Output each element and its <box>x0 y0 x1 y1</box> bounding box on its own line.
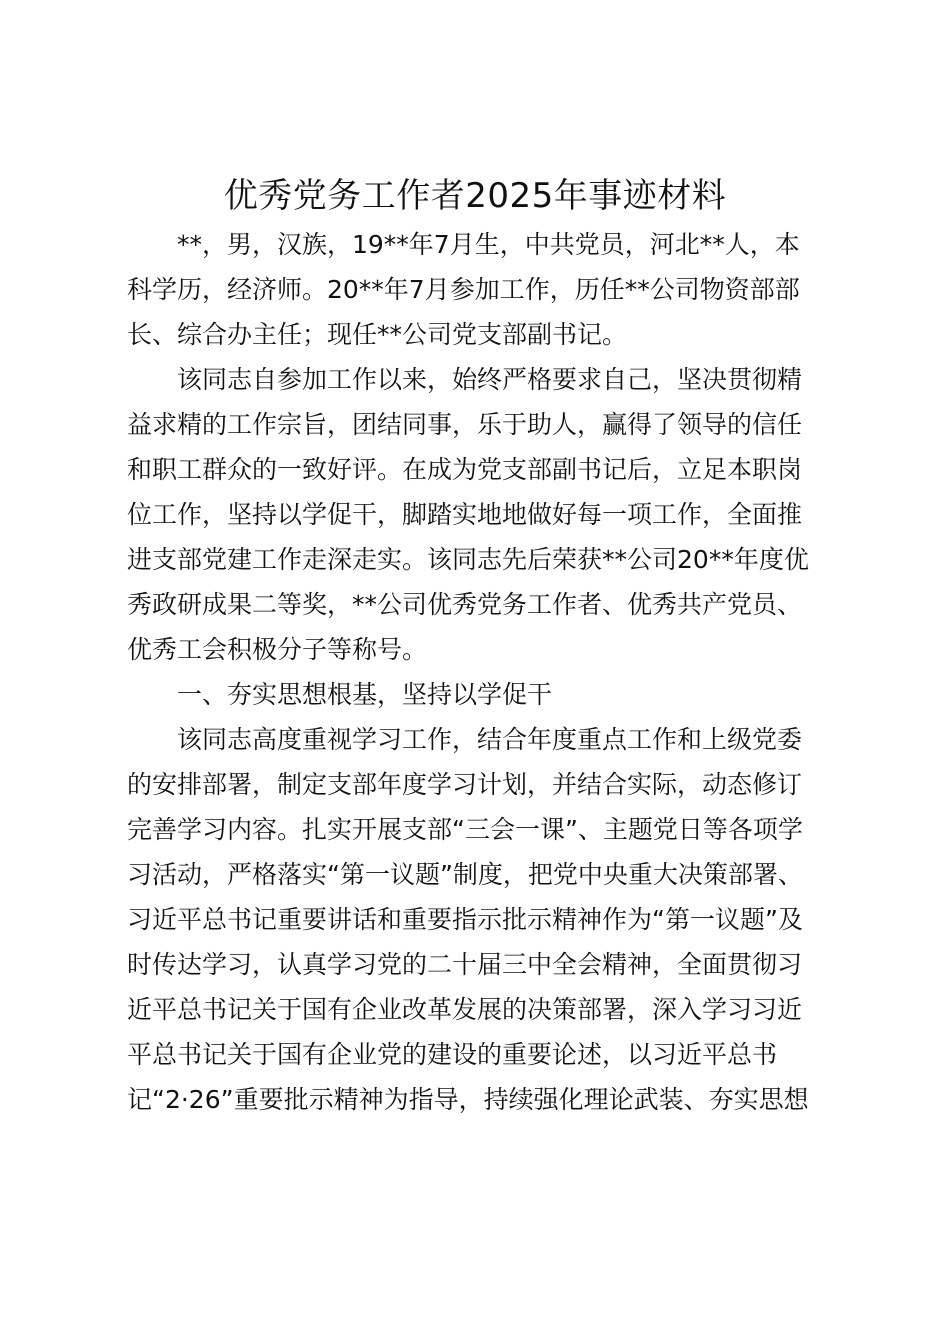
paragraph-line: 习近平总书记重要讲话和重要指示批示精神作为“第一议题”及 <box>127 905 803 934</box>
paragraph-line: 和职工群众的一致好评。在成为党支部副书记后，立足本职岗 <box>127 455 803 484</box>
paragraph-line: 秀政研成果二等奖，**公司优秀党务工作者、优秀共产党员、 <box>127 590 803 619</box>
paragraph-line: 记“2·26”重要批示精神为指导，持续强化理论武装、夯实思想 <box>127 1085 809 1114</box>
paragraph-line: 该同志高度重视学习工作，结合年度重点工作和上级党委 <box>177 725 803 754</box>
paragraph-line: 优秀工会积极分子等称号。 <box>127 635 428 664</box>
paragraph-line: 时传达学习，认真学习党的二十届三中全会精神，全面贯彻习 <box>127 950 803 979</box>
paragraph-line: 的安排部署，制定支部年度学习计划，并结合实际，动态修订 <box>127 770 803 799</box>
document-title: 优秀党务工作者2025年事迹材料 <box>223 176 727 216</box>
paragraph-line: 科学历，经济师。20**年7月参加工作，历任**公司物资部部 <box>127 275 800 304</box>
paragraph-line: 平总书记关于国有企业党的建设的重要论述，以习近平总书 <box>127 1040 778 1069</box>
paragraph-line: 习活动，严格落实“第一议题”制度，把党中央重大决策部署、 <box>127 860 803 889</box>
paragraph-line: **，男，汉族，19**年7月生，中共党员，河北**人，本 <box>177 230 800 259</box>
paragraph-line: 完善学习内容。扎实开展支部“三会一课”、主题党日等各项学 <box>127 815 803 844</box>
paragraph-line: 进支部党建工作走深走实。该同志先后荣获**公司20**年度优 <box>127 545 809 574</box>
paragraph-line: 位工作，坚持以学促干，脚踏实地地做好每一项工作，全面推 <box>127 500 803 529</box>
paragraph-line: 该同志自参加工作以来，始终严格要求自己，坚决贯彻精 <box>177 365 803 394</box>
paragraph-line: 长、综合办主任；现任**公司党支部副书记。 <box>127 320 628 349</box>
paragraph-line: 益求精的工作宗旨，团结同事，乐于助人，赢得了领导的信任 <box>127 410 803 439</box>
section-heading: 一、夯实思想根基，坚持以学促干 <box>177 680 553 709</box>
paragraph-line: 近平总书记关于国有企业改革发展的决策部署，深入学习习近 <box>127 995 803 1024</box>
